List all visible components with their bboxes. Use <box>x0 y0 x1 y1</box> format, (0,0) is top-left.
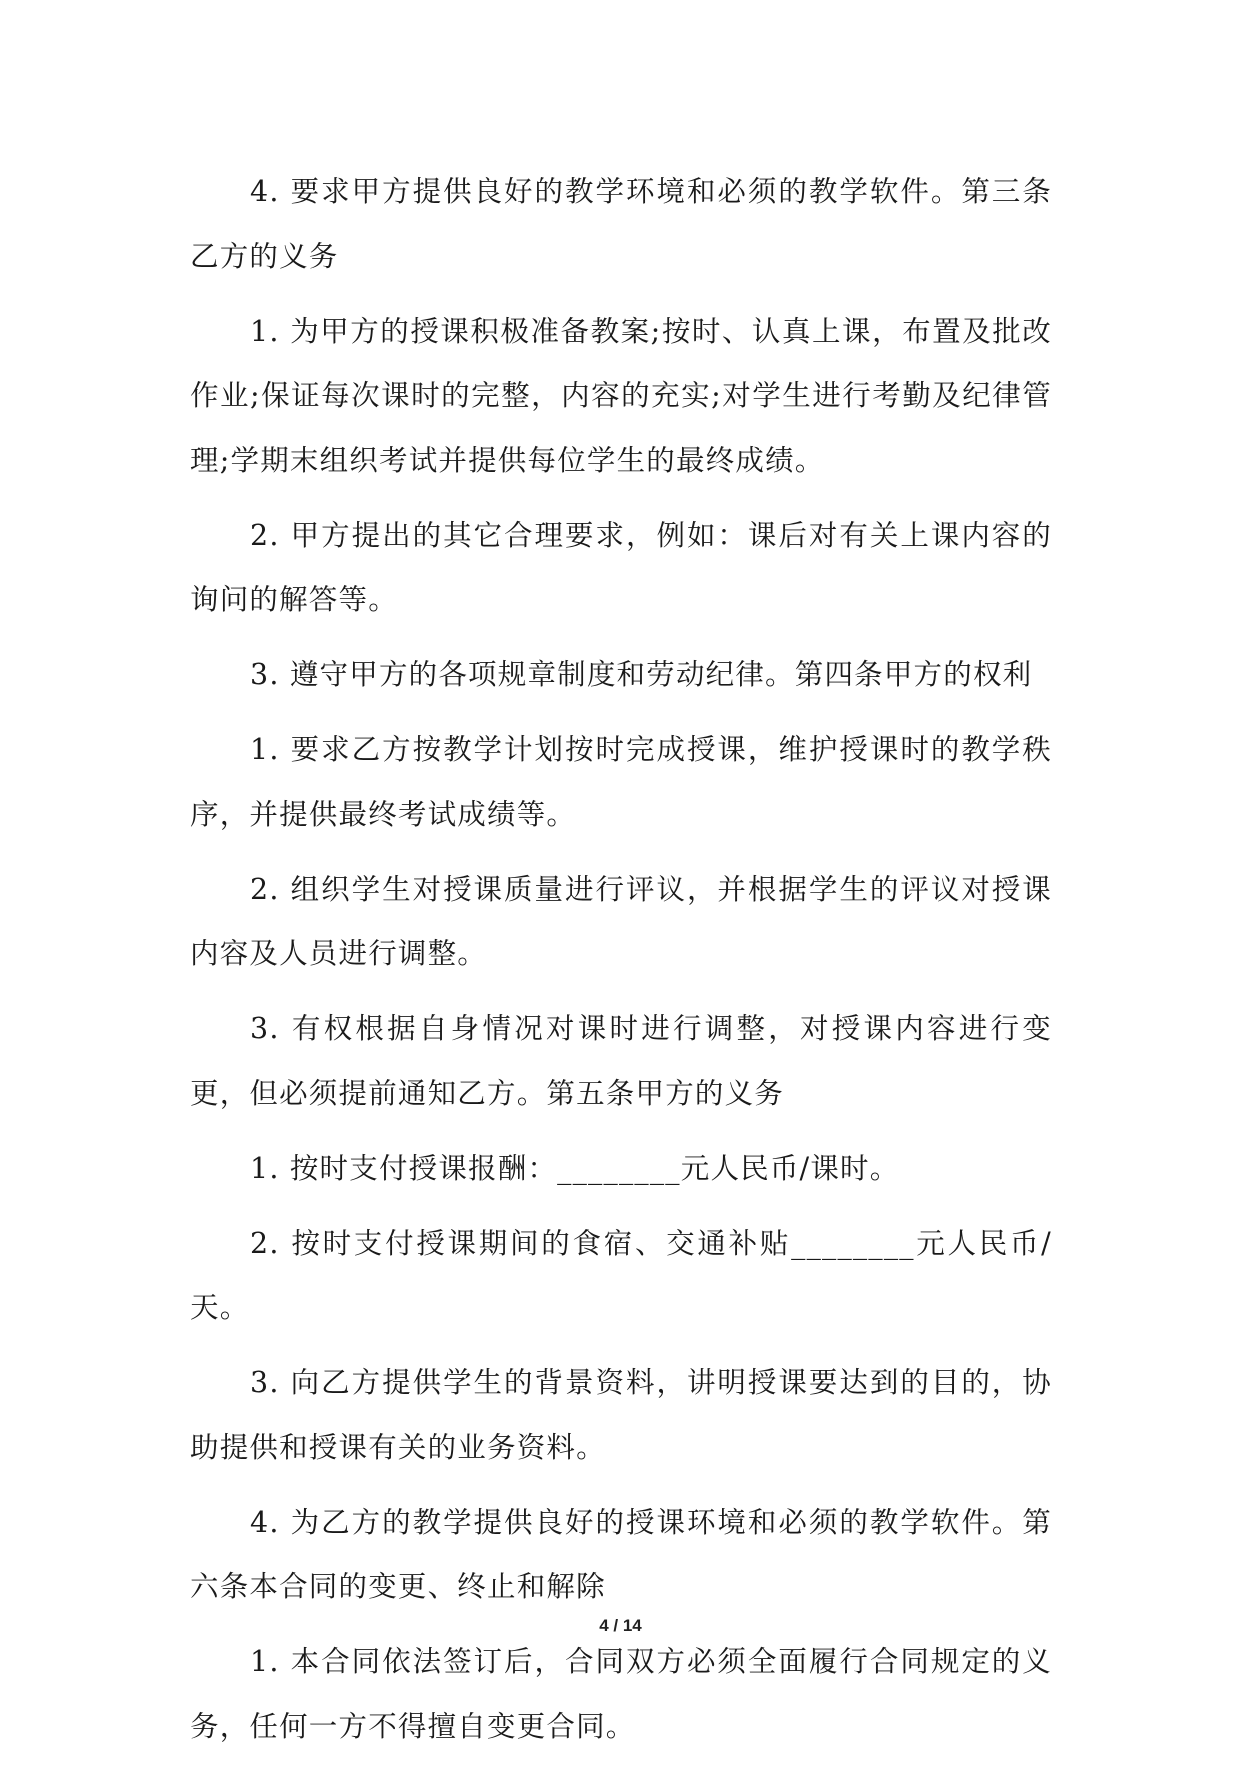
paragraph: 3. 有权根据自身情况对课时进行调整，对授课内容进行变更，但必须提前通知乙方。第五条甲方的义务 <box>190 1012 1052 1110</box>
paragraph: 1. 要求乙方按教学计划按时完成授课，维护授课时的教学秩序，并提供最终考试成绩等。 <box>190 733 1052 831</box>
paragraph: 4. 要求甲方提供良好的教学环境和必须的教学软件。第三条乙方的义务 <box>190 175 1052 273</box>
document-body <box>190 160 1052 1770</box>
paragraph: 1. 为甲方的授课积极准备教案;按时、认真上课，布置及批改作业;保证每次课时的完整，内容的充实;对学生进行考勤及纪律管理;学期末组织考试并提供每位学生的最终成绩。 <box>190 314 1052 477</box>
paragraph: 2. 甲方提出的其它合理要求，例如：课后对有关上课内容的询问的解答等。 <box>190 518 1052 616</box>
paragraph: 4. 为乙方的教学提供良好的授课环境和必须的教学软件。第六条本合同的变更、终止和解除 <box>190 1505 1052 1603</box>
paragraph: 1. 本合同依法签订后，合同双方必须全面履行合同规定的义务，任何一方不得擅自变更合同。 <box>190 1645 1052 1743</box>
paragraph: 3. 向乙方提供学生的背景资料，讲明授课要达到的目的，协助提供和授课有关的业务资料。 <box>190 1366 1052 1464</box>
paragraph: 2. 组织学生对授课质量进行评议，并根据学生的评议对授课内容及人员进行调整。 <box>190 872 1052 970</box>
paragraph: 3. 遵守甲方的各项规章制度和劳动纪律。第四条甲方的权利 <box>250 658 1033 691</box>
paragraph: 2. 按时支付授课期间的食宿、交通补贴________元人民币/天。 <box>190 1226 1052 1324</box>
paragraph: 1. 按时支付授课报酬：________元人民币/课时。 <box>250 1151 900 1185</box>
page-number: 4 / 14 <box>599 1616 642 1635</box>
